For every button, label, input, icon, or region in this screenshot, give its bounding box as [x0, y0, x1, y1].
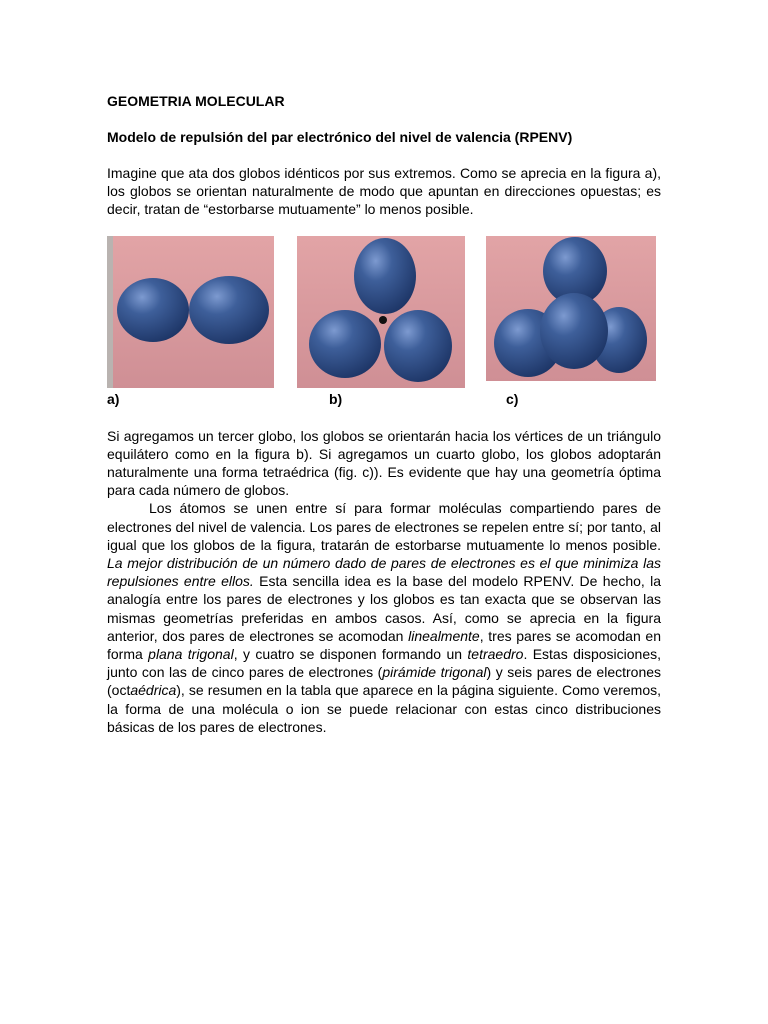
text-run: ) y seis pares de electrones (oct — [107, 664, 662, 699]
figure-label-b: b) — [329, 390, 343, 407]
intro-paragraph: Imagine que ata dos globos idénticos por sus extremos. Como se aprecia en la figura a), los globos se orientan naturalmente de modo que apuntan en direcciones opuestas; es decir, tratan de “estorbarse mutuamente” lo menos posible. — [107, 165, 661, 218]
italic-run: linealmente — [408, 627, 480, 644]
italic-run: tetraedro — [467, 646, 524, 663]
text-run: , y cuatro se disponen formando un — [233, 646, 468, 663]
italic-run: pirámide trigonal — [382, 664, 487, 681]
text-run: Esta sencilla idea es la base del modelo RPENV. De hecho, la analogía entre los pares de electrones y los globos es tan exacta que se observan las mismas geometrías preferidas en ambos casos. Así, como se aprecia en la figura anterior, dos pares de electrones se acomodan — [107, 573, 661, 644]
document-content — [107, 92, 661, 736]
figure-label-c: c) — [506, 390, 519, 407]
figure-a-photo — [107, 236, 274, 388]
figure-c-photo — [486, 236, 656, 381]
figure-labels — [107, 391, 661, 409]
document-title: GEOMETRIA MOLECULAR — [107, 93, 285, 109]
second-paragraph: Si agregamos un tercer globo, los globos se orientarán hacia los vértices de un triángulo equilátero como en la figura b). Si agregamos un cuarto globo, los globos adoptarán naturalmente una forma tetraédrica (fig. c)). Es evidente que hay una geometría óptima para cada número de globos. — [107, 427, 661, 499]
document-subtitle: Modelo de repulsión del par electrónico del nivel de valencia (RPENV) — [107, 129, 573, 145]
text-run: , tres pares se acomodan en forma — [107, 627, 661, 663]
text-run: Los átomos se unen entre sí para formar moléculas compartiendo pares de electrones del nivel de valencia. Los pares de electrones se repelen entre sí; por tanto, al igual que los globos de la figura, tratarán de estorbarse mutuamente lo menos posible. — [107, 500, 661, 553]
italic-run: aédrica — [130, 682, 177, 699]
text-run: ), se resumen en la tabla que aparece en la página siguiente. Como veremos, la forma de una molécula o ion se puede relacionar con estas cinco distribuciones básicas de los pares de electrones. — [107, 682, 661, 735]
italic-run: plana trigonal — [148, 646, 234, 663]
figure-b-photo — [297, 236, 465, 388]
text-run: . Estas disposiciones, junto con las de cinco pares de electrones ( — [107, 646, 662, 681]
italic-run: La mejor distribución de un número dado de pares de electrones es el que minimiza las repulsiones entre ellos. — [107, 555, 661, 590]
balloon-figures — [107, 236, 661, 391]
third-paragraph — [107, 499, 661, 736]
figure-label-a: a) — [107, 390, 120, 407]
